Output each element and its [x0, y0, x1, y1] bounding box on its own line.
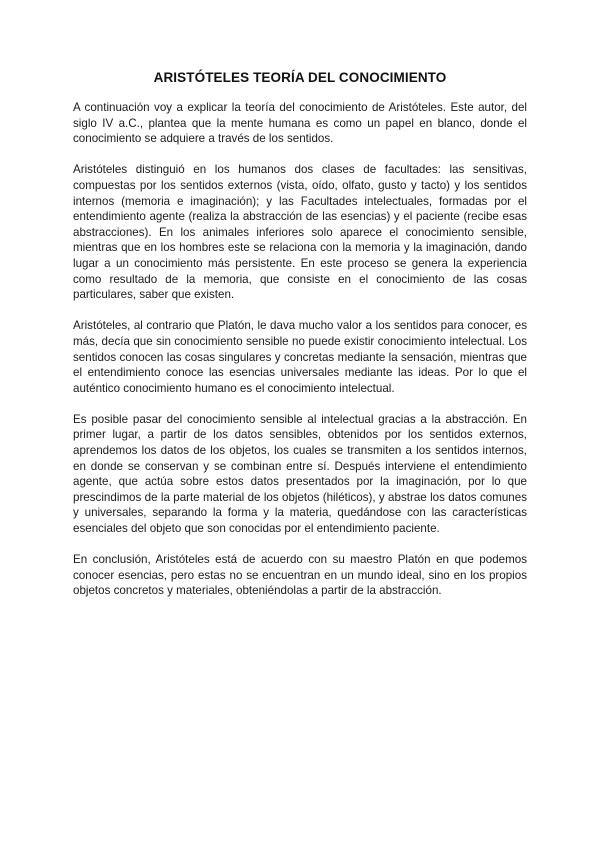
document-body	[73, 70, 527, 615]
paragraph-faculties: Aristóteles distinguió en los humanos dos clases de facultades: las sensitivas, compuestas por los sentidos externos (vista, oído, olfato, gusto y tacto) y los sentidos internos (memoria e imaginación); y las Facultades intelectuales, formadas por el entendimiento agente (realiza la abstracción de las esencias) y el paciente (recibe esas abstracciones). En los animales inferiores solo aparece el conocimiento sensible, mientras que en los hombres este se relaciona con la memoria y la imaginación, dando lugar a un conocimiento más persistente. En este proceso se genera la experiencia como resultado de la memoria, que consiste en el conocimiento de las cosas particulares, saber que existen.	[73, 163, 527, 302]
paragraph-abstraction: Es posible pasar del conocimiento sensible al intelectual gracias a la abstracción. En primer lugar, a partir de los datos sensibles, obtenidos por los sentidos externos, aprendemos los datos de los objetos, los cuales se transmiten a los sentidos internos, en donde se conservan y se combinan entre sí. Después interviene el entendimiento agente, que actúa sobre estos datos presentados por la imaginación, por lo que prescindimos de la parte material de los objetos (hiléticos), y abstrae los datos comunes y universales, separando la forma y la materia, quedándose con las características esenciales del objeto que son conocidas por el entendimiento paciente.	[73, 412, 527, 536]
document-title: ARISTÓTELES TEORÍA DEL CONOCIMIENTO	[153, 70, 447, 85]
paragraph-senses-vs-intellect: Aristóteles, al contrario que Platón, le dava mucho valor a los sentidos para conocer, es más, decía que sin conocimiento sensible no puede existir conocimiento intelectual. Los sentidos conocen las cosas singulares y concretas mediante la sensación, mientras que el entendimiento conoce las esencias universales mediante las ideas. Por lo que el auténtico conocimiento humano es el conocimiento intelectual.	[73, 319, 527, 395]
paragraph-introduction: A continuación voy a explicar la teoría del conocimiento de Aristóteles. Este autor, del siglo IV a.C., plantea que la mente humana es como un papel en blanco, donde el conocimiento se adquiere a través de los sentidos.	[73, 101, 527, 146]
paragraph-conclusion: En conclusión, Aristóteles está de acuerdo con su maestro Platón en que podemos conocer esencias, pero estas no se encuentran en un mundo ideal, sino en los propios objetos concretos y materiales, obteniéndolas a partir de la abstracción.	[73, 553, 527, 598]
